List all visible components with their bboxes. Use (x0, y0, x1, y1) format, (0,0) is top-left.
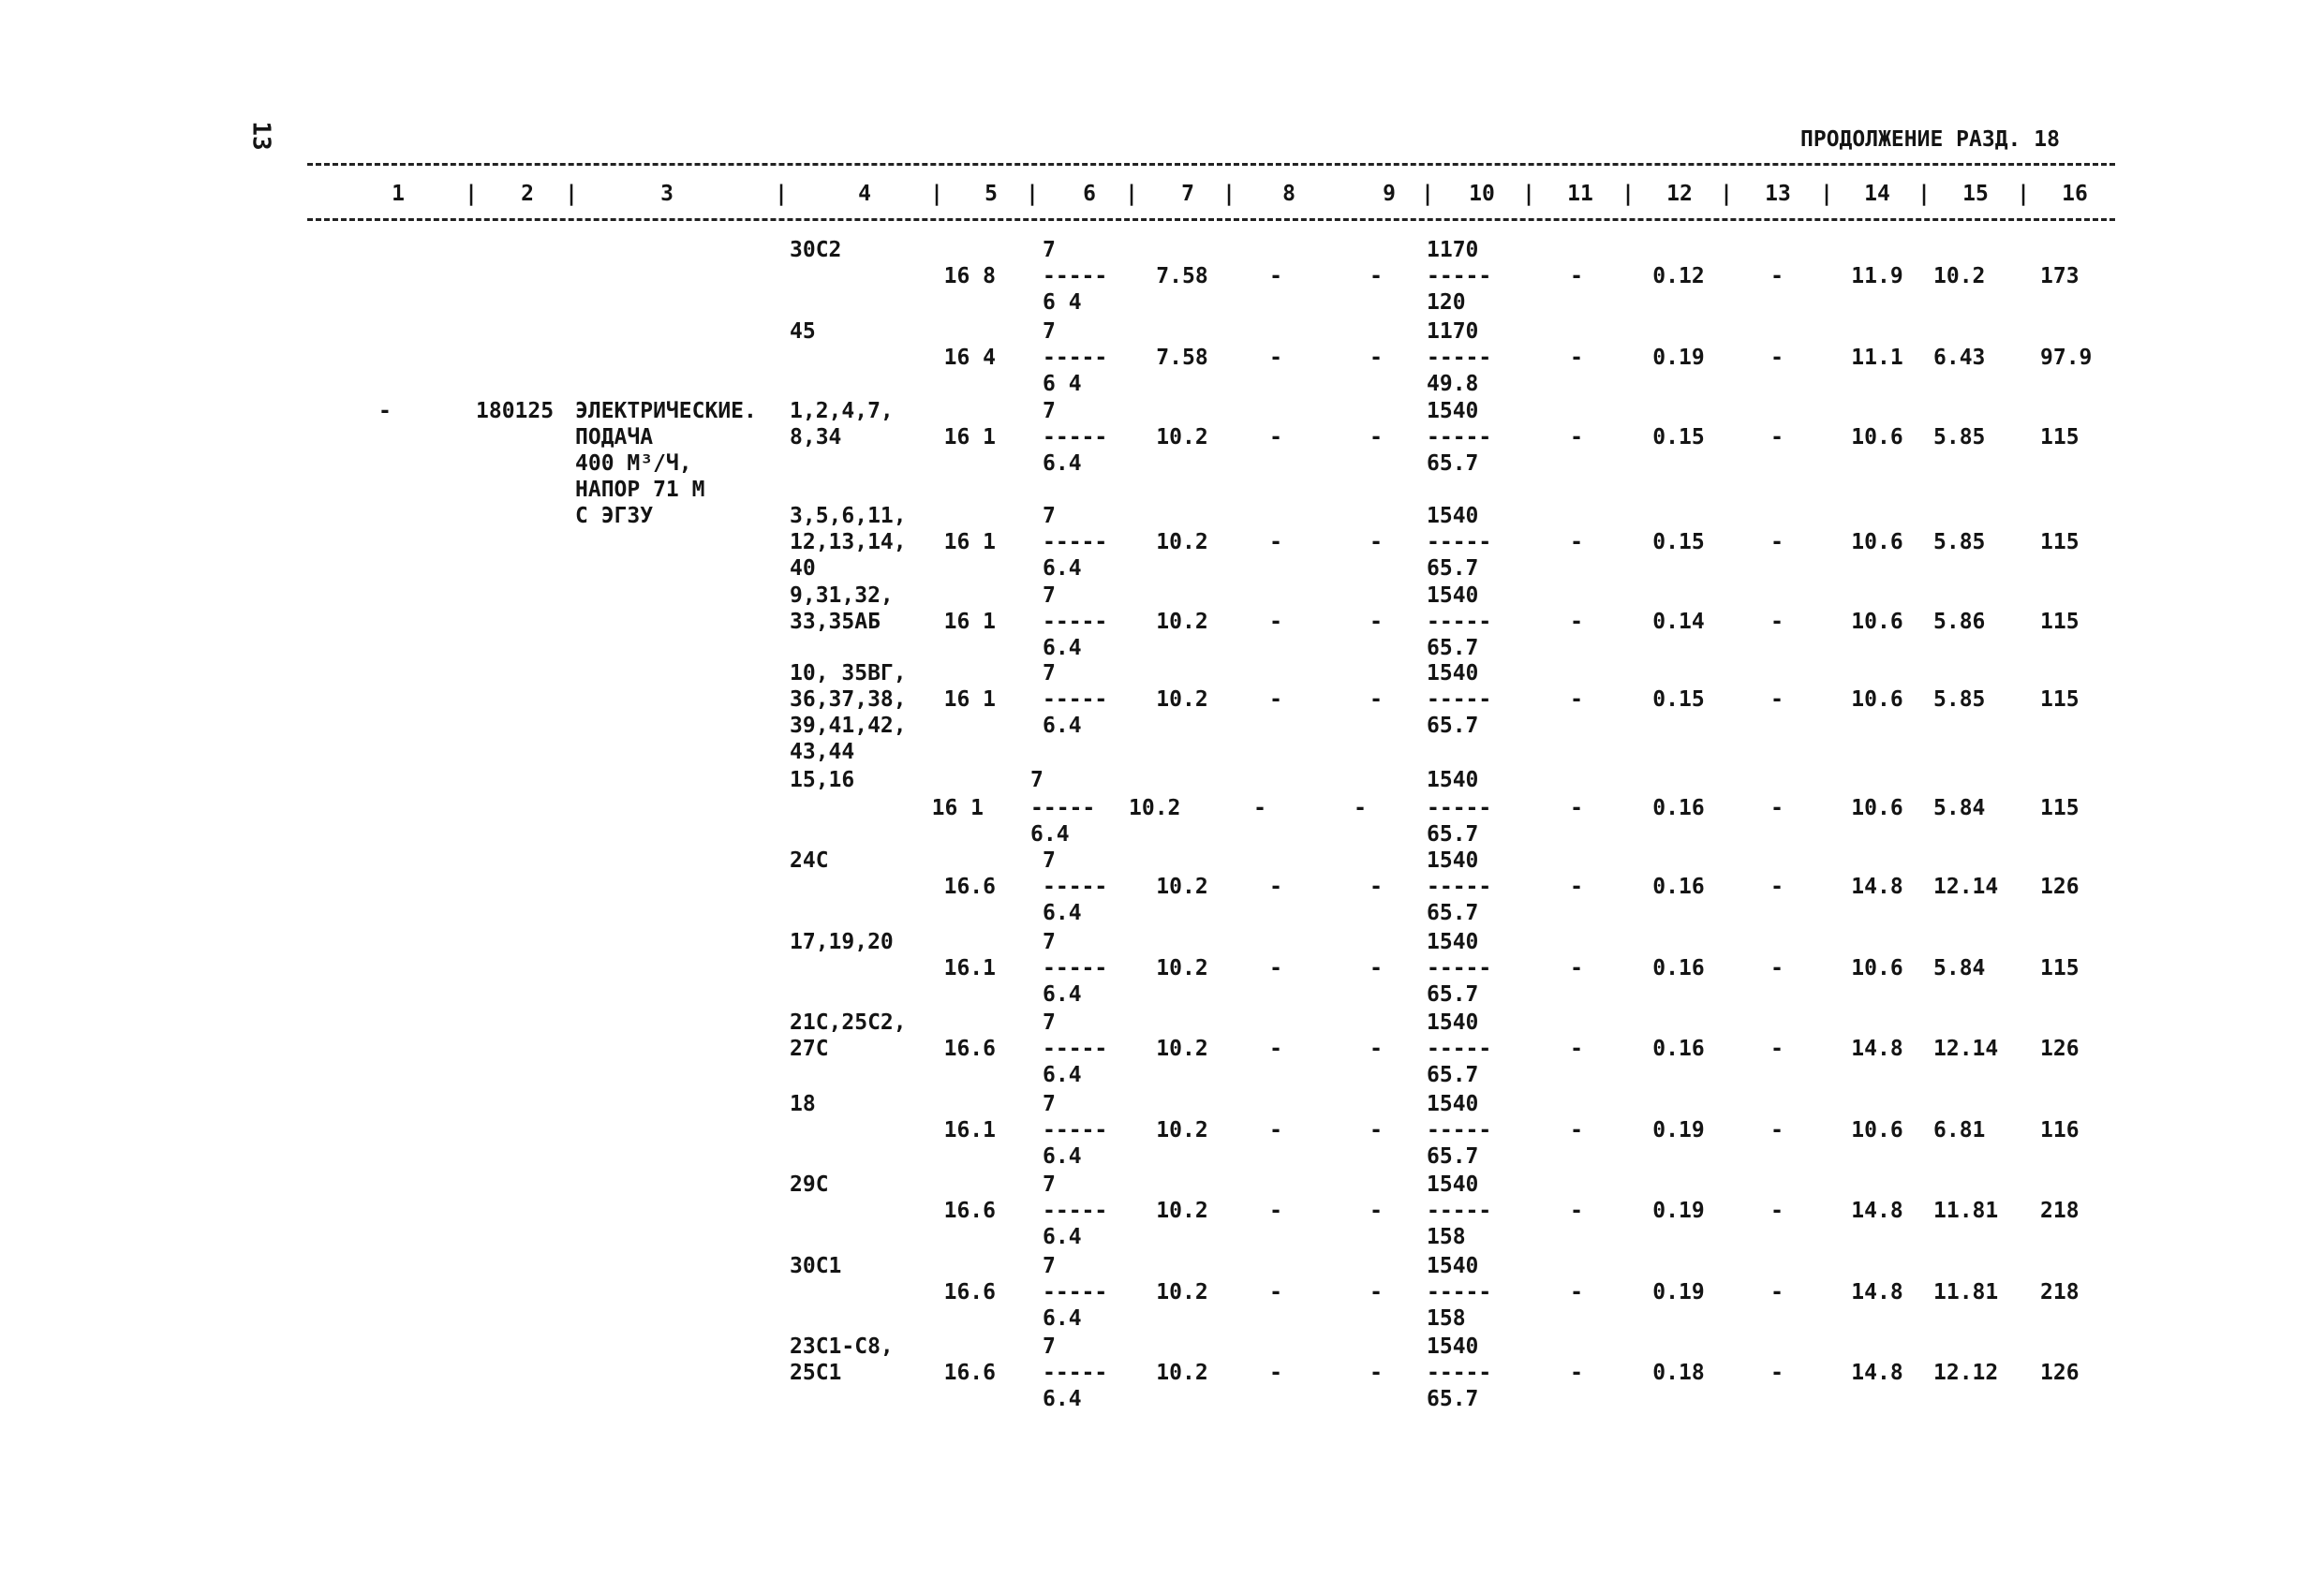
cell-col8: - (1269, 425, 1282, 450)
cell-col4-line: 1,2,4,7, (790, 399, 894, 423)
column-separator: | (1026, 182, 1039, 206)
column-header-label: 15 (1962, 182, 1989, 206)
cell-col9: - (1369, 1280, 1383, 1305)
cell-col6-fraction: ----- (1043, 425, 1108, 450)
cell-col12: 0.16 (1652, 1037, 1705, 1061)
cell-col10-fraction: 1540 (1427, 1254, 1479, 1278)
cell-col15: 11.81 (1933, 1280, 1999, 1305)
cell-col11: - (1570, 956, 1583, 980)
cell-col10-fraction: 49.8 (1427, 372, 1479, 396)
cell-col10-fraction: 65.7 (1427, 982, 1479, 1007)
cell-col6-fraction: ----- (1043, 956, 1108, 980)
cell-col7: 10.2 (1156, 875, 1208, 899)
cell-col13: - (1770, 687, 1784, 712)
cell-col5: 16.6 (943, 1037, 996, 1061)
cell-col7: 10.2 (1156, 956, 1208, 980)
cell-col12: 0.16 (1652, 796, 1705, 820)
cell-col5: 16.1 (943, 1118, 996, 1142)
cell-col9: - (1369, 530, 1383, 554)
cell-col6-fraction: 7 (1043, 1334, 1056, 1359)
cell-col16: 126 (2040, 1037, 2080, 1061)
cell-col10-fraction: 120 (1427, 290, 1466, 315)
cell-col10-fraction: 65.7 (1427, 901, 1479, 925)
cell-col6-fraction: 6.4 (1043, 901, 1082, 925)
cell-col6-fraction: 7 (1043, 848, 1056, 873)
cell-col6-fraction: 7 (1043, 661, 1056, 685)
cell-col6-fraction: ----- (1043, 530, 1108, 554)
cell-col6-fraction: 6 4 (1043, 290, 1082, 315)
column-separator: | (465, 182, 478, 206)
cell-col4-line: 36,37,38, (790, 687, 907, 712)
cell-col5: 16.6 (943, 1280, 996, 1305)
cell-col6-fraction: ----- (1043, 875, 1108, 899)
cell-col16: 218 (2040, 1199, 2080, 1223)
cell-col10-fraction: 1540 (1427, 399, 1479, 423)
cell-col11: - (1570, 796, 1583, 820)
column-header-label: 6 (1083, 182, 1096, 206)
cell-col6-fraction: 6.4 (1043, 1144, 1082, 1169)
cell-col6-fraction: 7 (1043, 1092, 1056, 1116)
column-separator: | (930, 182, 943, 206)
cell-col15: 6.81 (1933, 1118, 1986, 1142)
column-header-label: 1 (392, 182, 405, 206)
cell-col10-fraction: ----- (1427, 1280, 1492, 1305)
cell-col11: - (1570, 1280, 1583, 1305)
cell-col10-fraction: ----- (1427, 1199, 1492, 1223)
cell-col7: 10.2 (1156, 1361, 1208, 1385)
cell-col7: 10.2 (1156, 1280, 1208, 1305)
cell-col15: 6.43 (1933, 346, 1986, 370)
cell-col7: 10.2 (1156, 1118, 1208, 1142)
column-header-label: 4 (858, 182, 871, 206)
cell-col8: - (1269, 264, 1282, 288)
cell-col14: 14.8 (1851, 1280, 1903, 1305)
cell-col12: 0.19 (1652, 1280, 1705, 1305)
cell-col13: - (1770, 530, 1784, 554)
cell-col5: 16 1 (943, 687, 996, 712)
cell-col8: - (1253, 796, 1266, 820)
cell-col6-fraction: 6.4 (1043, 1063, 1082, 1087)
group-description-line: ПОДАЧА (575, 425, 654, 450)
cell-col15: 5.84 (1933, 956, 1986, 980)
cell-col16: 97.9 (2040, 346, 2093, 370)
column-header-label: 14 (1864, 182, 1890, 206)
cell-col6-fraction: 6.4 (1043, 714, 1082, 738)
cell-col8: - (1269, 610, 1282, 634)
cell-col6-fraction: 7 (1043, 399, 1056, 423)
cell-col9: - (1369, 346, 1383, 370)
cell-col6-fraction: ----- (1043, 1037, 1108, 1061)
column-header-label: 3 (660, 182, 674, 206)
cell-col11: - (1570, 530, 1583, 554)
cell-col6-fraction: 7 (1043, 583, 1056, 608)
cell-col16: 115 (2040, 425, 2080, 450)
cell-col10-fraction: ----- (1427, 687, 1492, 712)
cell-col9: - (1369, 875, 1383, 899)
cell-col6-fraction: ----- (1043, 264, 1108, 288)
cell-col6-fraction: 7 (1043, 1010, 1056, 1035)
cell-col16: 115 (2040, 796, 2080, 820)
cell-col14: 14.8 (1851, 1037, 1903, 1061)
cell-col10-fraction: 65.7 (1427, 1144, 1479, 1169)
cell-col10-fraction: 1540 (1427, 930, 1479, 954)
cell-col9: - (1369, 425, 1383, 450)
cell-col14: 11.1 (1851, 346, 1903, 370)
cell-col10-fraction: 1540 (1427, 848, 1479, 873)
cell-col10-fraction: ----- (1427, 956, 1492, 980)
cell-col4-line: 24С (790, 848, 829, 873)
cell-col8: - (1269, 1361, 1282, 1385)
cell-col10-fraction: 1540 (1427, 504, 1479, 528)
cell-col8: - (1269, 956, 1282, 980)
column-header-label: 7 (1181, 182, 1194, 206)
column-separator: | (1720, 182, 1733, 206)
cell-col15: 11.81 (1933, 1199, 1999, 1223)
cell-col5: 16.6 (943, 1361, 996, 1385)
cell-col15: 5.84 (1933, 796, 1986, 820)
cell-col8: - (1269, 875, 1282, 899)
cell-col10-fraction: ----- (1427, 610, 1492, 634)
cell-col9: - (1369, 1037, 1383, 1061)
cell-col6-fraction: 6.4 (1043, 556, 1082, 581)
cell-col5: 16 1 (943, 610, 996, 634)
cell-col4-line: 27С (790, 1037, 829, 1061)
cell-col12: 0.14 (1652, 610, 1705, 634)
cell-col10-fraction: ----- (1427, 264, 1492, 288)
column-header-label: 2 (521, 182, 534, 206)
cell-col5: 16 1 (931, 796, 984, 820)
cell-col10-fraction: 1540 (1427, 661, 1479, 685)
cell-col16: 115 (2040, 610, 2080, 634)
cell-col4-line: 8,34 (790, 425, 842, 450)
cell-col4-line: 40 (790, 556, 816, 581)
column-header-label: 13 (1765, 182, 1791, 206)
cell-col4-line: 25С1 (790, 1361, 842, 1385)
cell-col15: 5.85 (1933, 425, 1986, 450)
cell-col10-fraction: 1540 (1427, 583, 1479, 608)
cell-col7: 10.2 (1156, 425, 1208, 450)
cell-col7: 10.2 (1156, 687, 1208, 712)
cell-col14: 10.6 (1851, 610, 1903, 634)
cell-col13: - (1770, 1361, 1784, 1385)
cell-col6-fraction: ----- (1043, 687, 1108, 712)
cell-col6-fraction: ----- (1043, 1118, 1108, 1142)
group-description-line: ЭЛЕКТРИЧЕСКИЕ. (575, 399, 757, 423)
cell-col11: - (1570, 1199, 1583, 1223)
cell-col9: - (1369, 1361, 1383, 1385)
cell-col4-line: 12,13,14, (790, 530, 907, 554)
cell-col4-line: 3,5,6,11, (790, 504, 907, 528)
cell-col6-fraction: 6 4 (1043, 372, 1082, 396)
cell-col14: 10.6 (1851, 1118, 1903, 1142)
cell-col12: 0.19 (1652, 346, 1705, 370)
section-continuation-title: ПРОДОЛЖЕНИЕ РАЗД. 18 (1800, 127, 2060, 152)
cell-col15: 12.12 (1933, 1361, 1999, 1385)
cell-col4-line: 10, 35ВГ, (790, 661, 907, 685)
cell-col15: 10.2 (1933, 264, 1986, 288)
column-separator: | (1917, 182, 1931, 206)
cell-col10-fraction: 65.7 (1427, 822, 1479, 847)
cell-col13: - (1770, 1199, 1784, 1223)
cell-col8: - (1269, 530, 1282, 554)
cell-col15: 12.14 (1933, 1037, 1999, 1061)
cell-col13: - (1770, 425, 1784, 450)
cell-col4-line: 9,31,32, (790, 583, 894, 608)
cell-col5: 16 1 (943, 425, 996, 450)
cell-col16: 173 (2040, 264, 2080, 288)
cell-col15: 5.85 (1933, 687, 1986, 712)
cell-col7: 10.2 (1156, 1199, 1208, 1223)
cell-col6-fraction: ----- (1043, 346, 1108, 370)
cell-col6-fraction: 7 (1043, 930, 1056, 954)
cell-col5: 16.1 (943, 956, 996, 980)
cell-col4-line: 23С1-С8, (790, 1334, 894, 1359)
cell-col6-fraction: 6.4 (1043, 982, 1082, 1007)
cell-col14: 14.8 (1851, 1199, 1903, 1223)
cell-col5: 16.6 (943, 875, 996, 899)
cell-col12: 0.19 (1652, 1118, 1705, 1142)
page-number: 13 (246, 121, 275, 151)
cell-col10-fraction: ----- (1427, 425, 1492, 450)
cell-col10-fraction: 65.7 (1427, 714, 1479, 738)
cell-col7: 10.2 (1156, 530, 1208, 554)
cell-col16: 126 (2040, 1361, 2080, 1385)
cell-col13: - (1770, 346, 1784, 370)
cell-col6-fraction: 6.4 (1043, 636, 1082, 660)
cell-col13: - (1770, 796, 1784, 820)
cell-col16: 126 (2040, 875, 2080, 899)
group-dash: - (378, 399, 392, 423)
cell-col4-line: 30С2 (790, 238, 842, 262)
column-header-label: 9 (1383, 182, 1396, 206)
cell-col10-fraction: ----- (1427, 530, 1492, 554)
cell-col5: 16.6 (943, 1199, 996, 1223)
cell-col9: - (1369, 956, 1383, 980)
cell-col8: - (1269, 1280, 1282, 1305)
cell-col13: - (1770, 264, 1784, 288)
cell-col14: 10.6 (1851, 956, 1903, 980)
cell-col6-fraction: ----- (1043, 1361, 1108, 1385)
column-separator: | (1820, 182, 1833, 206)
cell-col11: - (1570, 1118, 1583, 1142)
cell-col13: - (1770, 1037, 1784, 1061)
cell-col6-fraction: 6.4 (1043, 451, 1082, 476)
cell-col15: 5.86 (1933, 610, 1986, 634)
cell-col5: 16 1 (943, 530, 996, 554)
cell-col12: 0.16 (1652, 875, 1705, 899)
cell-col6-fraction: 6.4 (1043, 1306, 1082, 1331)
column-header-label: 12 (1666, 182, 1693, 206)
cell-col6-fraction: ----- (1030, 796, 1096, 820)
cell-col15: 12.14 (1933, 875, 1999, 899)
cell-col16: 218 (2040, 1280, 2080, 1305)
cell-col7: 7.58 (1156, 264, 1208, 288)
cell-col6-fraction: 7 (1043, 319, 1056, 344)
cell-col16: 115 (2040, 687, 2080, 712)
column-separator: | (565, 182, 578, 206)
cell-col8: - (1269, 1118, 1282, 1142)
cell-col13: - (1770, 1280, 1784, 1305)
cell-col7: 10.2 (1156, 610, 1208, 634)
cell-col10-fraction: ----- (1427, 796, 1492, 820)
cell-col14: 10.6 (1851, 530, 1903, 554)
column-header-label: 16 (2062, 182, 2088, 206)
cell-col10-fraction: ----- (1427, 1037, 1492, 1061)
cell-col6-fraction: ----- (1043, 610, 1108, 634)
cell-col11: - (1570, 687, 1583, 712)
cell-col13: - (1770, 956, 1784, 980)
cell-col10-fraction: 1540 (1427, 768, 1479, 792)
cell-col9: - (1354, 796, 1367, 820)
column-separator: | (1222, 182, 1236, 206)
cell-col10-fraction: 1540 (1427, 1092, 1479, 1116)
cell-col16: 115 (2040, 956, 2080, 980)
cell-col10-fraction: 65.7 (1427, 451, 1479, 476)
cell-col7: 10.2 (1129, 796, 1181, 820)
cell-col10-fraction: ----- (1427, 875, 1492, 899)
cell-col16: 116 (2040, 1118, 2080, 1142)
cell-col11: - (1570, 875, 1583, 899)
cell-col4-line: 18 (790, 1092, 816, 1116)
cell-col10-fraction: 65.7 (1427, 556, 1479, 581)
cell-col10-fraction: 65.7 (1427, 1387, 1479, 1411)
cell-col12: 0.12 (1652, 264, 1705, 288)
cell-col12: 0.15 (1652, 425, 1705, 450)
column-separator: | (1522, 182, 1535, 206)
cell-col12: 0.15 (1652, 530, 1705, 554)
cell-col13: - (1770, 875, 1784, 899)
cell-col12: 0.15 (1652, 687, 1705, 712)
cell-col9: - (1369, 687, 1383, 712)
cell-col14: 10.6 (1851, 687, 1903, 712)
cell-col8: - (1269, 687, 1282, 712)
cell-col10-fraction: 1540 (1427, 1334, 1479, 1359)
column-separator: | (775, 182, 788, 206)
cell-col6-fraction: 7 (1043, 1254, 1056, 1278)
cell-col4-line: 21С,25С2, (790, 1010, 907, 1035)
cell-col11: - (1570, 346, 1583, 370)
group-description-line: С ЭГЗУ (575, 504, 654, 528)
cell-col8: - (1269, 346, 1282, 370)
cell-col10-fraction: 1170 (1427, 238, 1479, 262)
cell-col10-fraction: 1540 (1427, 1010, 1479, 1035)
cell-col10-fraction: 65.7 (1427, 1063, 1479, 1087)
column-separator: | (1621, 182, 1635, 206)
cell-col11: - (1570, 1361, 1583, 1385)
cell-col4-line: 39,41,42, (790, 714, 907, 738)
cell-col13: - (1770, 610, 1784, 634)
cell-col6-fraction: 7 (1030, 768, 1044, 792)
cell-col15: 5.85 (1933, 530, 1986, 554)
cell-col14: 10.6 (1851, 796, 1903, 820)
cell-col9: - (1369, 1118, 1383, 1142)
cell-col9: - (1369, 1199, 1383, 1223)
cell-col11: - (1570, 425, 1583, 450)
cell-col6-fraction: 7 (1043, 504, 1056, 528)
cell-col13: - (1770, 1118, 1784, 1142)
group-description-line: НАПОР 71 М (575, 478, 705, 502)
cell-col14: 14.8 (1851, 875, 1903, 899)
cell-col6-fraction: 7 (1043, 238, 1056, 262)
cell-col5: 16 8 (943, 264, 996, 288)
cell-col11: - (1570, 264, 1583, 288)
cell-col10-fraction: ----- (1427, 1118, 1492, 1142)
cell-col6-fraction: ----- (1043, 1199, 1108, 1223)
header-bottom-rule (307, 218, 2115, 221)
header-top-rule (307, 163, 2115, 166)
cell-col14: 10.6 (1851, 425, 1903, 450)
column-separator: | (1125, 182, 1138, 206)
cell-col16: 115 (2040, 530, 2080, 554)
cell-col12: 0.19 (1652, 1199, 1705, 1223)
cell-col10-fraction: 1540 (1427, 1172, 1479, 1197)
cell-col6-fraction: ----- (1043, 1280, 1108, 1305)
column-header-label: 5 (984, 182, 998, 206)
cell-col10-fraction: 65.7 (1427, 636, 1479, 660)
column-separator: | (2017, 182, 2030, 206)
cell-col6-fraction: 6.4 (1043, 1387, 1082, 1411)
cell-col14: 11.9 (1851, 264, 1903, 288)
cell-col4-line: 29С (790, 1172, 829, 1197)
cell-col10-fraction: 158 (1427, 1306, 1466, 1331)
cell-col11: - (1570, 610, 1583, 634)
cell-col12: 0.16 (1652, 956, 1705, 980)
cell-col6-fraction: 6.4 (1030, 822, 1070, 847)
cell-col10-fraction: ----- (1427, 346, 1492, 370)
column-header-label: 10 (1469, 182, 1495, 206)
cell-col6-fraction: 7 (1043, 1172, 1056, 1197)
column-header-label: 8 (1282, 182, 1295, 206)
cell-col9: - (1369, 264, 1383, 288)
cell-col10-fraction: 158 (1427, 1225, 1466, 1249)
cell-col4-line: 30С1 (790, 1254, 842, 1278)
cell-col4-line: 15,16 (790, 768, 855, 792)
cell-col6-fraction: 6.4 (1043, 1225, 1082, 1249)
cell-col8: - (1269, 1037, 1282, 1061)
cell-col4-line: 17,19,20 (790, 930, 894, 954)
cell-col4-line: 33,35АБ (790, 610, 881, 634)
cell-col7: 7.58 (1156, 346, 1208, 370)
cell-col9: - (1369, 610, 1383, 634)
cell-col7: 10.2 (1156, 1037, 1208, 1061)
group-description-line: 400 М³/Ч, (575, 451, 692, 476)
cell-col11: - (1570, 1037, 1583, 1061)
cell-col4-line: 45 (790, 319, 816, 344)
cell-col10-fraction: ----- (1427, 1361, 1492, 1385)
cell-col5: 16 4 (943, 346, 996, 370)
cell-col14: 14.8 (1851, 1361, 1903, 1385)
cell-col12: 0.18 (1652, 1361, 1705, 1385)
cell-col10-fraction: 1170 (1427, 319, 1479, 344)
cell-col4-line: 43,44 (790, 740, 855, 764)
cell-col8: - (1269, 1199, 1282, 1223)
column-separator: | (1421, 182, 1434, 206)
column-header-label: 11 (1567, 182, 1593, 206)
group-code: 180125 (476, 399, 555, 423)
